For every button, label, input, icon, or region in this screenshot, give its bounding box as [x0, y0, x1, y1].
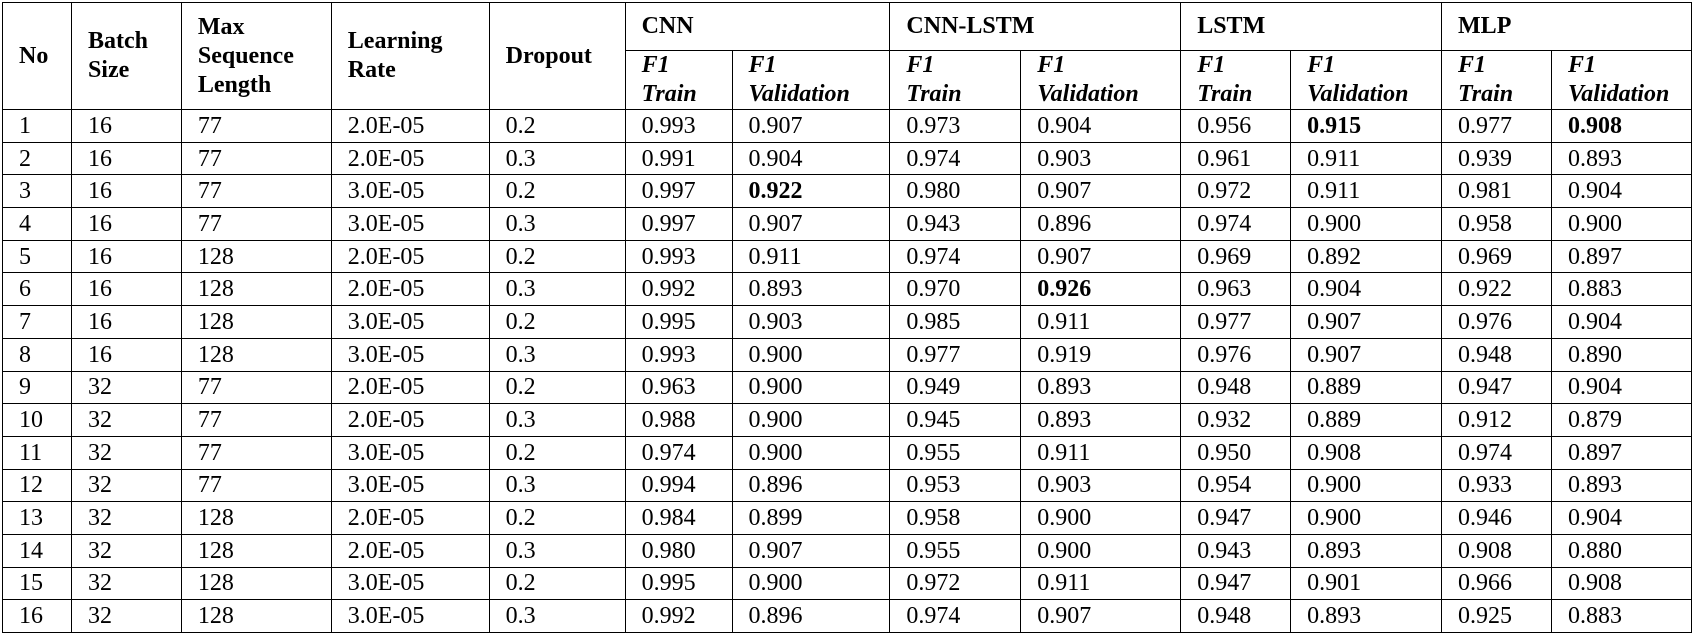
subheader-mlp-f1-validation	[1551, 51, 1691, 110]
cell-seq: 77	[181, 436, 331, 469]
cell-cnn-train: 0.984	[625, 502, 732, 535]
cell-cnnlstm-train: 0.945	[890, 404, 1021, 437]
cell-lstm-train: 0.976	[1181, 338, 1291, 371]
cell-mlp-train: 0.969	[1442, 240, 1552, 273]
cell-batch: 16	[71, 338, 181, 371]
cell-lr: 3.0E-05	[331, 208, 489, 241]
subheader-cnn-lstm-f1-train	[890, 51, 1021, 110]
cell-cnnlstm-train: 0.974	[890, 240, 1021, 273]
cell-mlp-train: 0.922	[1442, 273, 1552, 306]
table-row	[3, 306, 1692, 339]
cell-lstm-train: 0.950	[1181, 436, 1291, 469]
header-learning-rate	[331, 3, 489, 110]
cell-seq: 128	[181, 534, 331, 567]
cell-cnn-train: 0.993	[625, 240, 732, 273]
cell-lstm-val: 0.901	[1291, 567, 1442, 600]
cell-dropout: 0.3	[489, 338, 625, 371]
cell-cnn-val: 0.900	[732, 567, 890, 600]
cell-cnn-train: 0.980	[625, 534, 732, 567]
cell-lstm-val: 0.911	[1291, 142, 1442, 175]
table-body	[3, 110, 1692, 633]
subheader-f1-label: F1	[1037, 52, 1066, 78]
cell-mlp-val: 0.900	[1551, 208, 1691, 241]
cell-cnnlstm-train: 0.943	[890, 208, 1021, 241]
cell-mlp-train: 0.966	[1442, 567, 1552, 600]
cell-mlp-val: 0.897	[1551, 436, 1691, 469]
cell-dropout: 0.2	[489, 567, 625, 600]
cell-seq: 77	[181, 404, 331, 437]
cell-dropout: 0.2	[489, 175, 625, 208]
table-row	[3, 110, 1692, 143]
cell-mlp-train: 0.976	[1442, 306, 1552, 339]
cell-lstm-val: 0.893	[1291, 600, 1442, 633]
cell-batch: 32	[71, 567, 181, 600]
cell-batch: 32	[71, 469, 181, 502]
header-no: No	[3, 3, 72, 110]
cell-lstm-train: 0.932	[1181, 404, 1291, 437]
table-row	[3, 142, 1692, 175]
subheader-f1-label: F1	[906, 52, 935, 78]
subheader-validation-label: Validation	[1037, 81, 1139, 107]
cell-mlp-val: 0.883	[1551, 273, 1691, 306]
cell-cnnlstm-val: 0.919	[1021, 338, 1181, 371]
cell-cnn-train: 0.992	[625, 273, 732, 306]
header-batch-size	[71, 3, 181, 110]
cell-cnn-val: 0.911	[732, 240, 890, 273]
cell-mlp-val: 0.893	[1551, 142, 1691, 175]
cell-lstm-train: 0.969	[1181, 240, 1291, 273]
cell-lstm-train: 0.948	[1181, 371, 1291, 404]
cell-lstm-train: 0.977	[1181, 306, 1291, 339]
cell-mlp-train: 0.947	[1442, 371, 1552, 404]
cell-dropout: 0.3	[489, 469, 625, 502]
cell-lr: 3.0E-05	[331, 338, 489, 371]
cell-no: 8	[3, 338, 72, 371]
cell-no: 14	[3, 534, 72, 567]
cell-cnn-val: 0.907	[732, 110, 890, 143]
header-max-seq-line3: Length	[197, 71, 272, 98]
cell-no: 7	[3, 306, 72, 339]
subheader-cnn-f1-train	[625, 51, 732, 110]
cell-cnn-val: 0.893	[732, 273, 890, 306]
cell-seq: 128	[181, 273, 331, 306]
cell-lr: 2.0E-05	[331, 404, 489, 437]
cell-seq: 77	[181, 469, 331, 502]
cell-cnnlstm-train: 0.953	[890, 469, 1021, 502]
cell-batch: 16	[71, 110, 181, 143]
cell-lstm-val: 0.893	[1291, 534, 1442, 567]
cell-seq: 128	[181, 600, 331, 633]
cell-cnnlstm-train: 0.958	[890, 502, 1021, 535]
subheader-validation-label: Validation	[1567, 81, 1670, 107]
subheader-validation-label: Validation	[748, 81, 850, 107]
cell-mlp-val: 0.904	[1551, 502, 1691, 535]
cell-lstm-train: 0.954	[1181, 469, 1291, 502]
header-learning-rate-line1: Learning	[347, 28, 443, 54]
cell-lstm-train: 0.943	[1181, 534, 1291, 567]
table-row	[3, 469, 1692, 502]
cell-lr: 2.0E-05	[331, 142, 489, 175]
header-model-mlp: MLP	[1442, 3, 1692, 51]
subheader-lstm-f1-train	[1181, 51, 1291, 110]
cell-mlp-train: 0.977	[1442, 110, 1552, 143]
cell-lstm-train: 0.961	[1181, 142, 1291, 175]
table-row	[3, 567, 1692, 600]
cell-cnn-val: 0.899	[732, 502, 890, 535]
cell-mlp-val: 0.904	[1551, 306, 1691, 339]
header-model-cnn-lstm: CNN-LSTM	[890, 3, 1181, 51]
table-row	[3, 240, 1692, 273]
cell-no: 16	[3, 600, 72, 633]
cell-mlp-train: 0.946	[1442, 502, 1552, 535]
cell-dropout: 0.3	[489, 208, 625, 241]
cell-lstm-val: 0.915	[1291, 110, 1442, 143]
cell-no: 13	[3, 502, 72, 535]
header-max-sequence-length	[181, 3, 331, 110]
subheader-f1-label: F1	[1458, 52, 1487, 78]
cell-seq: 77	[181, 110, 331, 143]
cell-seq: 128	[181, 306, 331, 339]
cell-lr: 2.0E-05	[331, 371, 489, 404]
cell-dropout: 0.2	[489, 502, 625, 535]
cell-mlp-val: 0.897	[1551, 240, 1691, 273]
cell-lr: 3.0E-05	[331, 600, 489, 633]
cell-cnnlstm-val: 0.893	[1021, 371, 1181, 404]
cell-dropout: 0.3	[489, 404, 625, 437]
cell-cnn-train: 0.963	[625, 371, 732, 404]
cell-no: 6	[3, 273, 72, 306]
cell-batch: 32	[71, 436, 181, 469]
cell-batch: 16	[71, 240, 181, 273]
cell-cnn-val: 0.904	[732, 142, 890, 175]
cell-lr: 2.0E-05	[331, 273, 489, 306]
table-row	[3, 371, 1692, 404]
header-dropout: Dropout	[489, 3, 625, 110]
cell-batch: 32	[71, 600, 181, 633]
cell-no: 3	[3, 175, 72, 208]
cell-cnn-val: 0.896	[732, 600, 890, 633]
cell-cnn-train: 0.997	[625, 208, 732, 241]
subheader-train-label: Train	[1458, 81, 1514, 107]
header-batch-size-line1: Batch	[87, 28, 148, 54]
subheader-f1-label: F1	[1197, 52, 1226, 78]
cell-seq: 77	[181, 371, 331, 404]
header-max-seq-line2: Sequence	[197, 42, 294, 69]
table-row	[3, 273, 1692, 306]
cell-mlp-train: 0.908	[1442, 534, 1552, 567]
cell-lr: 3.0E-05	[331, 567, 489, 600]
cell-dropout: 0.3	[489, 273, 625, 306]
cell-batch: 32	[71, 371, 181, 404]
cell-lstm-val: 0.904	[1291, 273, 1442, 306]
cell-batch: 32	[71, 502, 181, 535]
cell-dropout: 0.2	[489, 306, 625, 339]
cell-cnnlstm-train: 0.974	[890, 142, 1021, 175]
cell-mlp-train: 0.939	[1442, 142, 1552, 175]
cell-cnnlstm-val: 0.900	[1021, 502, 1181, 535]
cell-mlp-val: 0.879	[1551, 404, 1691, 437]
cell-lstm-train: 0.956	[1181, 110, 1291, 143]
cell-lstm-val: 0.908	[1291, 436, 1442, 469]
cell-mlp-val: 0.908	[1551, 567, 1691, 600]
cell-mlp-val: 0.904	[1551, 371, 1691, 404]
cell-cnnlstm-train: 0.970	[890, 273, 1021, 306]
cell-lstm-train: 0.947	[1181, 567, 1291, 600]
subheader-f1-label: F1	[1307, 52, 1336, 78]
cell-mlp-val: 0.893	[1551, 469, 1691, 502]
cell-cnnlstm-val: 0.903	[1021, 142, 1181, 175]
cell-cnn-val: 0.900	[732, 404, 890, 437]
cell-cnnlstm-train: 0.974	[890, 600, 1021, 633]
header-batch-size-line2: Size	[87, 57, 130, 83]
cell-lstm-val: 0.900	[1291, 502, 1442, 535]
cell-seq: 128	[181, 567, 331, 600]
cell-cnn-train: 0.997	[625, 175, 732, 208]
cell-cnn-val: 0.896	[732, 469, 890, 502]
subheader-validation-label: Validation	[1307, 81, 1409, 107]
cell-cnnlstm-val: 0.904	[1021, 110, 1181, 143]
cell-cnn-val: 0.907	[732, 208, 890, 241]
cell-mlp-train: 0.958	[1442, 208, 1552, 241]
cell-no: 9	[3, 371, 72, 404]
cell-dropout: 0.2	[489, 110, 625, 143]
subheader-train-label: Train	[906, 81, 962, 107]
cell-cnnlstm-val: 0.911	[1021, 306, 1181, 339]
cell-batch: 16	[71, 306, 181, 339]
cell-lstm-val: 0.900	[1291, 469, 1442, 502]
cell-lr: 2.0E-05	[331, 240, 489, 273]
cell-batch: 32	[71, 404, 181, 437]
cell-batch: 32	[71, 534, 181, 567]
cell-mlp-train: 0.925	[1442, 600, 1552, 633]
cell-cnn-train: 0.995	[625, 306, 732, 339]
cell-seq: 128	[181, 502, 331, 535]
cell-seq: 128	[181, 240, 331, 273]
cell-lr: 2.0E-05	[331, 110, 489, 143]
cell-cnnlstm-val: 0.907	[1021, 600, 1181, 633]
subheader-train-label: Train	[1197, 81, 1253, 107]
cell-seq: 77	[181, 175, 331, 208]
cell-mlp-train: 0.948	[1442, 338, 1552, 371]
cell-cnnlstm-train: 0.985	[890, 306, 1021, 339]
cell-lr: 3.0E-05	[331, 436, 489, 469]
cell-lstm-train: 0.972	[1181, 175, 1291, 208]
cell-cnn-val: 0.900	[732, 338, 890, 371]
table-row	[3, 208, 1692, 241]
header-max-seq-line1: Max	[197, 13, 245, 40]
cell-lr: 3.0E-05	[331, 469, 489, 502]
subheader-train-label: Train	[641, 81, 697, 107]
cell-no: 10	[3, 404, 72, 437]
cell-mlp-train: 0.981	[1442, 175, 1552, 208]
cell-lstm-val: 0.889	[1291, 404, 1442, 437]
table-row	[3, 600, 1692, 633]
cell-cnnlstm-train: 0.972	[890, 567, 1021, 600]
cell-mlp-val: 0.883	[1551, 600, 1691, 633]
cell-no: 11	[3, 436, 72, 469]
cell-cnn-train: 0.995	[625, 567, 732, 600]
cell-cnnlstm-val: 0.911	[1021, 436, 1181, 469]
cell-lstm-train: 0.948	[1181, 600, 1291, 633]
cell-batch: 16	[71, 175, 181, 208]
cell-no: 15	[3, 567, 72, 600]
cell-batch: 16	[71, 273, 181, 306]
subheader-f1-label: F1	[748, 52, 777, 78]
cell-cnnlstm-train: 0.980	[890, 175, 1021, 208]
cell-cnnlstm-val: 0.896	[1021, 208, 1181, 241]
cell-lstm-train: 0.947	[1181, 502, 1291, 535]
cell-cnn-train: 0.988	[625, 404, 732, 437]
cell-lstm-train: 0.963	[1181, 273, 1291, 306]
cell-cnn-train: 0.991	[625, 142, 732, 175]
cell-seq: 77	[181, 142, 331, 175]
cell-lr: 2.0E-05	[331, 534, 489, 567]
cell-lr: 3.0E-05	[331, 306, 489, 339]
table-row	[3, 404, 1692, 437]
cell-mlp-val: 0.908	[1551, 110, 1691, 143]
subheader-mlp-f1-train	[1442, 51, 1552, 110]
cell-cnnlstm-val: 0.907	[1021, 240, 1181, 273]
cell-lstm-val: 0.907	[1291, 306, 1442, 339]
subheader-cnn-f1-validation	[732, 51, 890, 110]
cell-dropout: 0.3	[489, 142, 625, 175]
table-row	[3, 534, 1692, 567]
cell-lr: 2.0E-05	[331, 502, 489, 535]
table-row	[3, 338, 1692, 371]
cell-dropout: 0.3	[489, 600, 625, 633]
cell-cnn-train: 0.994	[625, 469, 732, 502]
cell-mlp-train: 0.933	[1442, 469, 1552, 502]
cell-dropout: 0.2	[489, 240, 625, 273]
cell-cnn-train: 0.993	[625, 110, 732, 143]
cell-batch: 16	[71, 142, 181, 175]
results-table	[2, 2, 1692, 633]
cell-lstm-val: 0.892	[1291, 240, 1442, 273]
cell-mlp-val: 0.904	[1551, 175, 1691, 208]
cell-mlp-val: 0.890	[1551, 338, 1691, 371]
header-model-cnn: CNN	[625, 3, 890, 51]
cell-cnnlstm-train: 0.949	[890, 371, 1021, 404]
cell-cnnlstm-val: 0.900	[1021, 534, 1181, 567]
cell-cnnlstm-val: 0.911	[1021, 567, 1181, 600]
cell-lr: 3.0E-05	[331, 175, 489, 208]
cell-cnn-train: 0.974	[625, 436, 732, 469]
cell-no: 5	[3, 240, 72, 273]
cell-no: 4	[3, 208, 72, 241]
cell-lstm-train: 0.974	[1181, 208, 1291, 241]
cell-dropout: 0.2	[489, 436, 625, 469]
cell-dropout: 0.3	[489, 534, 625, 567]
cell-cnnlstm-train: 0.973	[890, 110, 1021, 143]
cell-batch: 16	[71, 208, 181, 241]
cell-no: 2	[3, 142, 72, 175]
cell-no: 12	[3, 469, 72, 502]
cell-cnnlstm-val: 0.926	[1021, 273, 1181, 306]
cell-lstm-val: 0.889	[1291, 371, 1442, 404]
cell-mlp-train: 0.974	[1442, 436, 1552, 469]
table-row	[3, 175, 1692, 208]
cell-cnn-train: 0.992	[625, 600, 732, 633]
cell-mlp-val: 0.880	[1551, 534, 1691, 567]
cell-cnn-train: 0.993	[625, 338, 732, 371]
cell-seq: 128	[181, 338, 331, 371]
cell-cnnlstm-train: 0.955	[890, 436, 1021, 469]
header-learning-rate-line2: Rate	[347, 57, 396, 83]
header-model-lstm: LSTM	[1181, 3, 1442, 51]
subheader-cnn-lstm-f1-validation	[1021, 51, 1181, 110]
cell-lstm-val: 0.907	[1291, 338, 1442, 371]
cell-lstm-val: 0.911	[1291, 175, 1442, 208]
cell-cnnlstm-val: 0.893	[1021, 404, 1181, 437]
cell-cnnlstm-val: 0.907	[1021, 175, 1181, 208]
cell-seq: 77	[181, 208, 331, 241]
cell-cnnlstm-train: 0.955	[890, 534, 1021, 567]
cell-cnnlstm-val: 0.903	[1021, 469, 1181, 502]
cell-cnn-val: 0.907	[732, 534, 890, 567]
cell-cnnlstm-train: 0.977	[890, 338, 1021, 371]
subheader-f1-label: F1	[641, 52, 670, 78]
cell-cnn-val: 0.900	[732, 436, 890, 469]
subheader-f1-label: F1	[1567, 52, 1596, 78]
cell-cnn-val: 0.922	[732, 175, 890, 208]
cell-mlp-train: 0.912	[1442, 404, 1552, 437]
cell-lstm-val: 0.900	[1291, 208, 1442, 241]
table-header	[3, 3, 1692, 110]
subheader-lstm-f1-validation	[1291, 51, 1442, 110]
cell-cnn-val: 0.903	[732, 306, 890, 339]
table-row	[3, 502, 1692, 535]
cell-cnn-val: 0.900	[732, 371, 890, 404]
cell-dropout: 0.2	[489, 371, 625, 404]
table-row	[3, 436, 1692, 469]
cell-no: 1	[3, 110, 72, 143]
